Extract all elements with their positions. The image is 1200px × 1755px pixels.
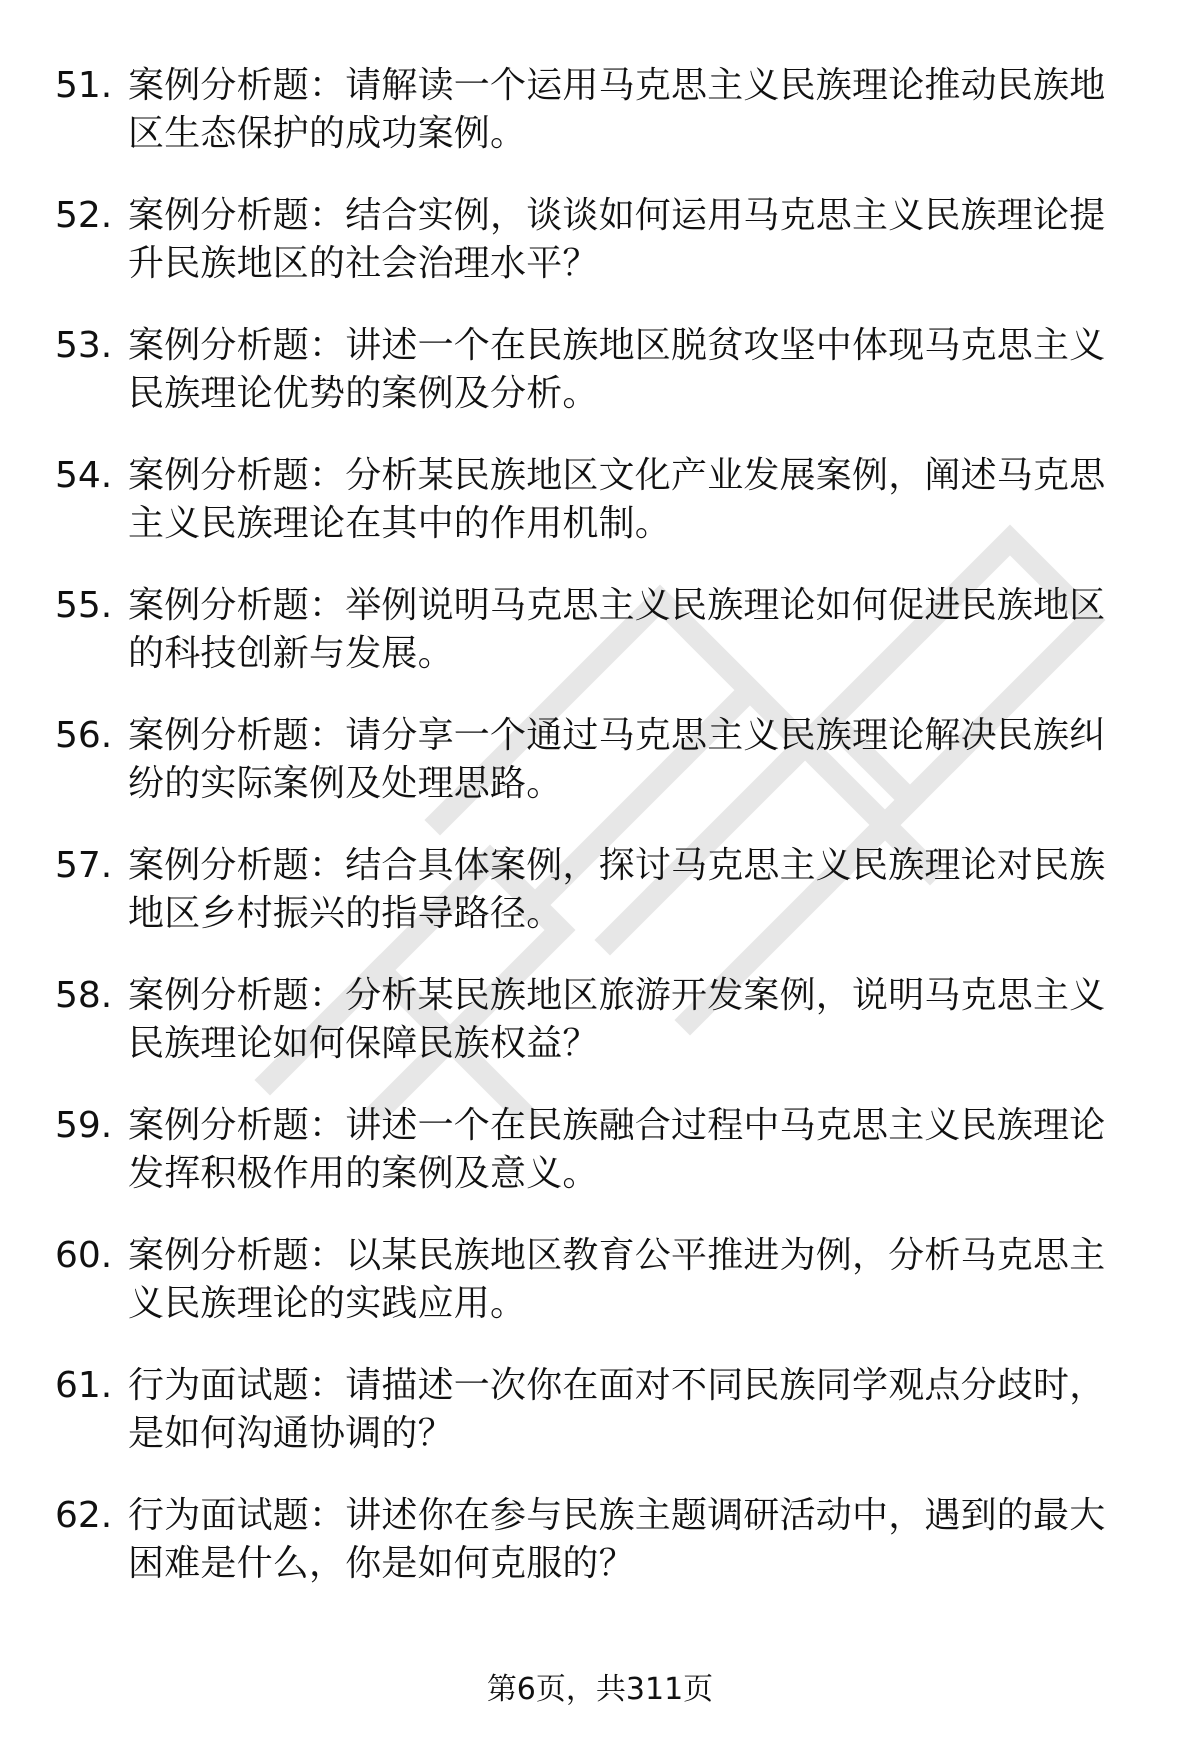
question-number: 57.	[55, 845, 113, 886]
question-number: 61.	[55, 1365, 113, 1406]
question-text: 行为面试题：请描述一次你在面对不同民族同学观点分歧时，是如何沟通协调的？	[128, 1365, 1106, 1454]
question-item	[0, 1352, 1200, 1482]
question-number: 62.	[55, 1495, 113, 1536]
question-item	[0, 182, 1200, 312]
question-number: 58.	[55, 975, 113, 1016]
question-item	[0, 312, 1200, 442]
page-number-footer: 第6页，共311页	[486, 1672, 714, 1707]
question-text: 案例分析题：结合实例，谈谈如何运用马克思主义民族理论提升民族地区的社会治理水平？	[128, 195, 1106, 284]
question-item	[0, 1092, 1200, 1222]
question-item	[0, 962, 1200, 1092]
question-text: 案例分析题：讲述一个在民族地区脱贫攻坚中体现马克思主义民族理论优势的案例及分析。	[128, 325, 1106, 414]
question-text: 案例分析题：请分享一个通过马克思主义民族理论解决民族纠纷的实际案例及处理思路。	[128, 715, 1106, 804]
question-item	[0, 52, 1200, 182]
question-number: 53.	[55, 325, 113, 366]
question-item	[0, 1482, 1200, 1612]
question-text: 案例分析题：举例说明马克思主义民族理论如何促进民族地区的科技创新与发展。	[128, 585, 1106, 674]
question-text: 案例分析题：请解读一个运用马克思主义民族理论推动民族地区生态保护的成功案例。	[128, 65, 1106, 154]
question-number: 60.	[55, 1235, 113, 1276]
question-item	[0, 442, 1200, 572]
question-item	[0, 832, 1200, 962]
question-number: 51.	[55, 65, 113, 106]
question-number: 55.	[55, 585, 113, 626]
question-item	[0, 572, 1200, 702]
question-list	[0, 52, 1200, 1612]
question-item	[0, 1222, 1200, 1352]
question-number: 59.	[55, 1105, 113, 1146]
question-text: 案例分析题：讲述一个在民族融合过程中马克思主义民族理论发挥积极作用的案例及意义。	[128, 1105, 1106, 1194]
question-text: 行为面试题：讲述你在参与民族主题调研活动中，遇到的最大困难是什么，你是如何克服的？	[128, 1495, 1106, 1584]
question-number: 54.	[55, 455, 113, 496]
question-text: 案例分析题：分析某民族地区旅游开发案例，说明马克思主义民族理论如何保障民族权益？	[128, 975, 1106, 1064]
question-text: 案例分析题：分析某民族地区文化产业发展案例，阐述马克思主义民族理论在其中的作用机制。	[128, 455, 1106, 544]
question-number: 56.	[55, 715, 113, 756]
question-number: 52.	[55, 195, 113, 236]
question-item	[0, 702, 1200, 832]
question-text: 案例分析题：以某民族地区教育公平推进为例，分析马克思主义民族理论的实践应用。	[128, 1235, 1106, 1324]
question-text: 案例分析题：结合具体案例，探讨马克思主义民族理论对民族地区乡村振兴的指导路径。	[128, 845, 1106, 934]
